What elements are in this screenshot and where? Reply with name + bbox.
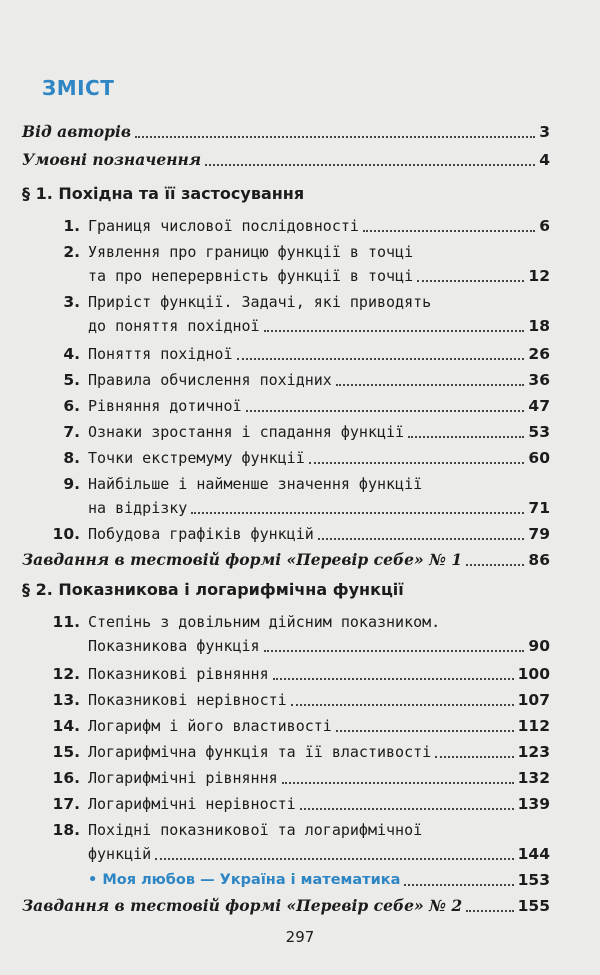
toc-entry-test-2[interactable]: Завдання в тестовій формі «Перевір себе» № 2 155	[22, 896, 550, 915]
toc-entry-18-line1[interactable]: 18. Похідні показникової та логарифмічної	[52, 821, 423, 839]
toc-entry-symbols[interactable]: Умовні позначення 4	[22, 150, 550, 169]
toc-entry-9-line1[interactable]: 9. Найбільше і найменше значення функції	[63, 475, 423, 493]
toc-entry-13[interactable]: 13. Показникові нерівності 107	[52, 691, 550, 709]
toc-entry-6[interactable]: 6. Рівняння дотичної 47	[63, 397, 550, 415]
toc-entry-18[interactable]: функцій 144	[88, 845, 550, 863]
toc-entry-8[interactable]: 8. Точки екстремуму функції 60	[63, 449, 550, 467]
leader-dots	[205, 163, 535, 166]
toc-entry-7[interactable]: 7. Ознаки зростання і спадання функції 53	[63, 423, 550, 441]
toc-entry-authors[interactable]: Від авторів 3	[22, 122, 550, 141]
page-number: 297	[285, 928, 315, 946]
toc-entry-test-1[interactable]: Завдання в тестовій формі «Перевір себе» № 1 86	[22, 550, 550, 569]
toc-entry-11-line1[interactable]: 11. Степінь з довільним дійсним показником.	[52, 613, 441, 631]
toc-entry-17[interactable]: 17. Логарифмічні нерівності 139	[52, 795, 550, 813]
toc-entry-special[interactable]: • Моя любов — Україна і математика 153	[88, 871, 550, 889]
toc-entry-1[interactable]: 1. Границя числової послідовності 6	[63, 217, 550, 235]
toc-entry-4[interactable]: 4. Поняття похідної 26	[63, 345, 550, 363]
toc-entry-11[interactable]: Показникова функція 90	[88, 637, 550, 655]
toc-entry-3[interactable]: до поняття похідної 18	[88, 317, 550, 335]
page-title: ЗМІСТ	[42, 76, 115, 100]
toc-entry-10[interactable]: 10. Побудова графіків функцій 79	[52, 525, 550, 543]
toc-entry-5[interactable]: 5. Правила обчислення похідних 36	[63, 371, 550, 389]
toc-entry-15[interactable]: 15. Логарифмічна функція та її властивості 123	[52, 743, 550, 761]
toc-entry-16[interactable]: 16. Логарифмічні рівняння 132	[52, 769, 550, 787]
toc-entry-14[interactable]: 14. Логарифм і його властивості 112	[52, 717, 550, 735]
toc-entry-3-line1[interactable]: 3. Приріст функції. Задачі, які приводять	[63, 293, 432, 311]
toc-entry-12[interactable]: 12. Показникові рівняння 100	[52, 665, 550, 683]
section-2-heading: § 2. Показникова і логарифмічна функції	[22, 580, 404, 599]
leader-dots	[135, 135, 535, 138]
toc-entry-9[interactable]: на відрізку 71	[88, 499, 550, 517]
section-1-heading: § 1. Похідна та її застосування	[22, 184, 305, 203]
toc-entry-2[interactable]: та про неперервність функції в точці 12	[88, 267, 550, 285]
toc-entry-2-line1[interactable]: 2. Уявлення про границю функції в точці	[63, 243, 414, 261]
